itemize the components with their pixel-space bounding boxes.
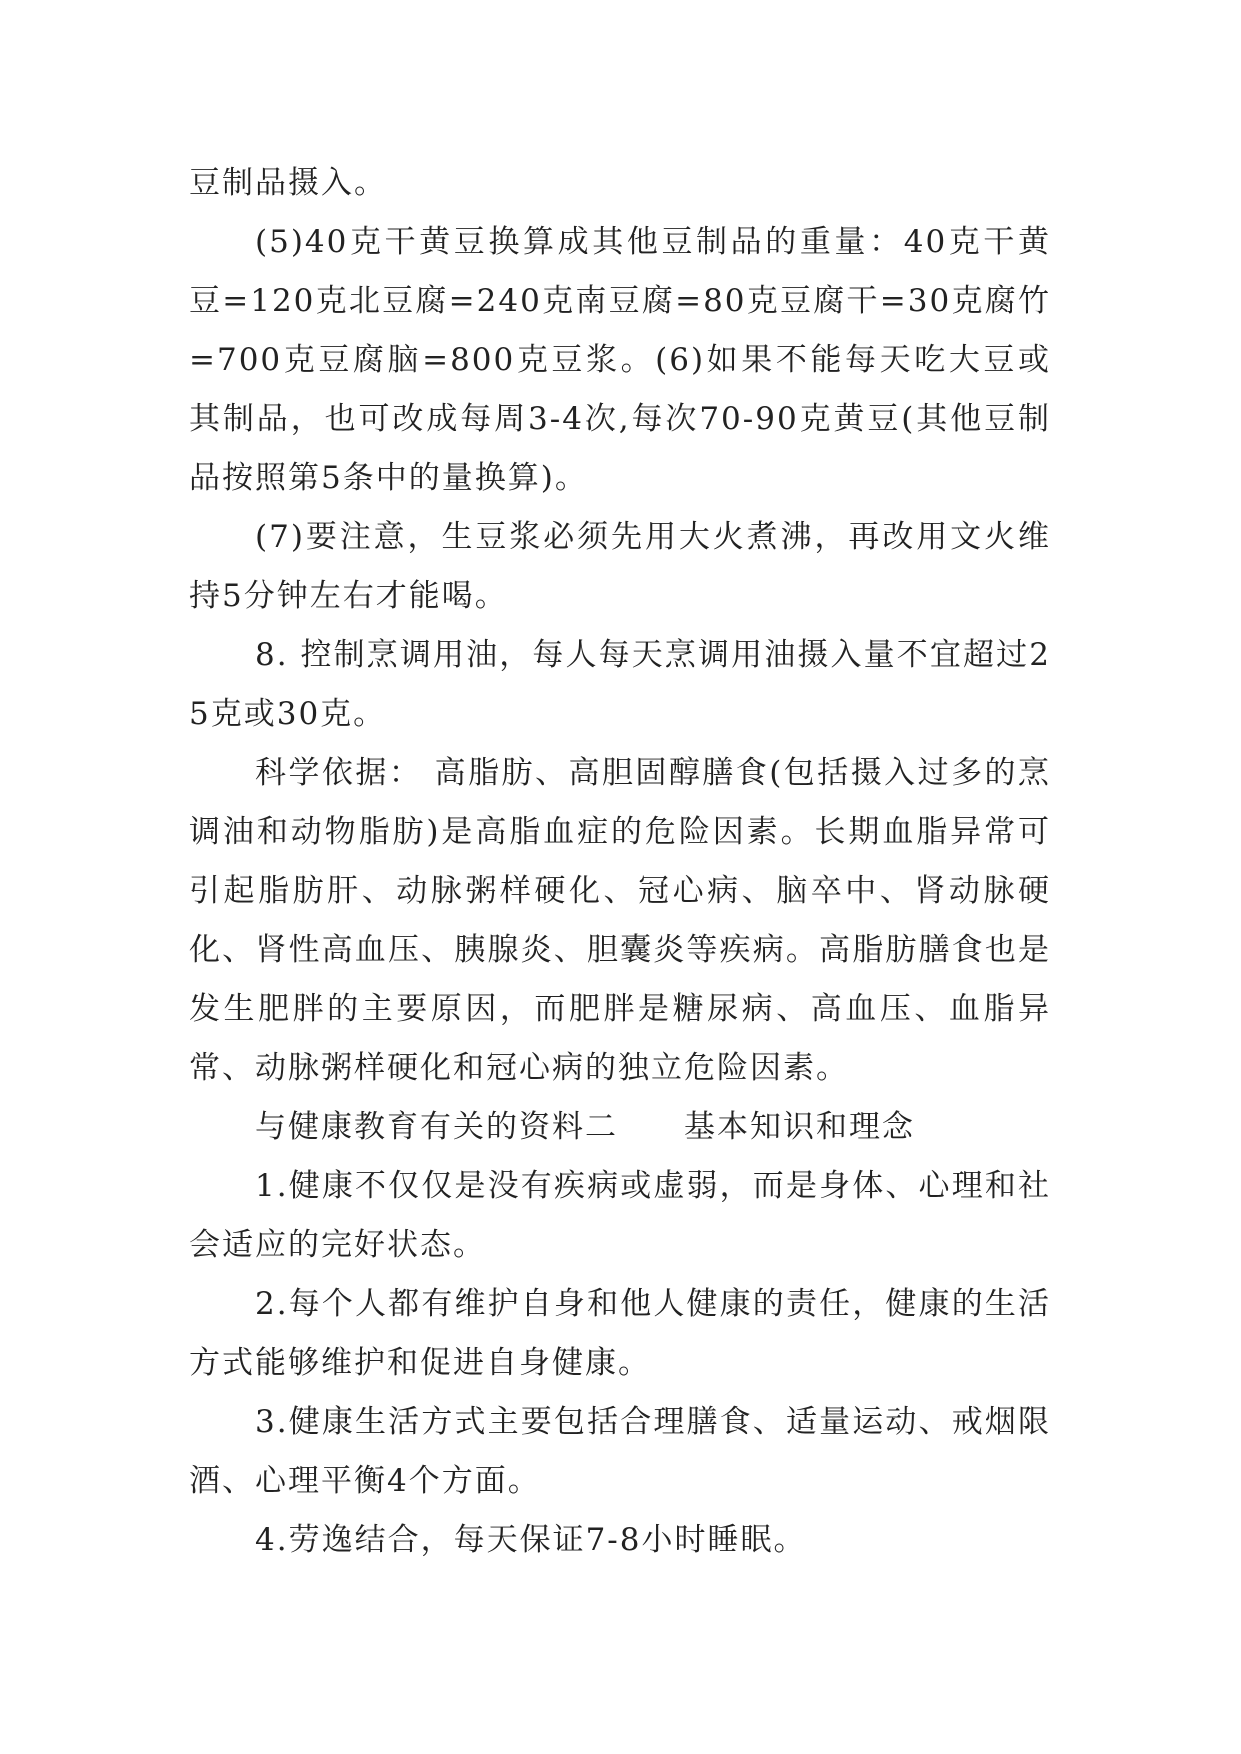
paragraph-health-definition: 1.健康不仅仅是没有疾病或虚弱，而是身体、心理和社会适应的完好状态。 <box>189 1168 1051 1263</box>
document-body <box>189 154 1051 1570</box>
paragraph-healthy-lifestyle: 3.健康生活方式主要包括合理膳食、适量运动、戒烟限酒、心理平衡4个方面。 <box>189 1404 1051 1499</box>
paragraph-health-responsibility: 2.每个人都有维护自身和他人健康的责任，健康的生活方式能够维护和促进自身健康。 <box>189 1286 1051 1381</box>
paragraph-scientific-basis: 科学依据： 高脂肪、高胆固醇膳食(包括摄入过多的烹调油和动物脂肪)是高脂血症的危险因素。长期血脂异常可引起脂肪肝、动脉粥样硬化、冠心病、脑卒中、肾动脉硬化、肾性高血压、胰腺炎、胆囊炎等疾病。高脂肪膳食也是发生肥胖的主要原因，而肥胖是糖尿病、高血压、血脂异常、动脉粥样硬化和冠心病的独立危险因素。 <box>189 755 1051 1086</box>
paragraph-sleep: 4.劳逸结合，每天保证7-8小时睡眠。 <box>255 1522 807 1558</box>
paragraph-soy-milk-boiling: (7)要注意，生豆浆必须先用大火煮沸，再改用文火维持5分钟左右才能喝。 <box>189 519 1051 614</box>
section-heading-basic-knowledge: 与健康教育有关的资料二 基本知识和理念 <box>255 1109 915 1145</box>
paragraph-cooking-oil-limit: 8. 控制烹调用油，每人每天烹调用油摄入量不宜超过25克或30克。 <box>189 637 1051 732</box>
paragraph-soy-intake-end: 豆制品摄入。 <box>189 165 387 201</box>
paragraph-soy-conversion: (5)40克干黄豆换算成其他豆制品的重量：40克干黄豆=120克北豆腐=240克南豆腐=80克豆腐干=30克腐竹=700克豆腐脑=800克豆浆。(6)如果不能每天吃大豆或其制品，也可改成每周3-4次,每次70-90克黄豆(其他豆制品按照第5条中的量换算)。 <box>189 224 1051 496</box>
